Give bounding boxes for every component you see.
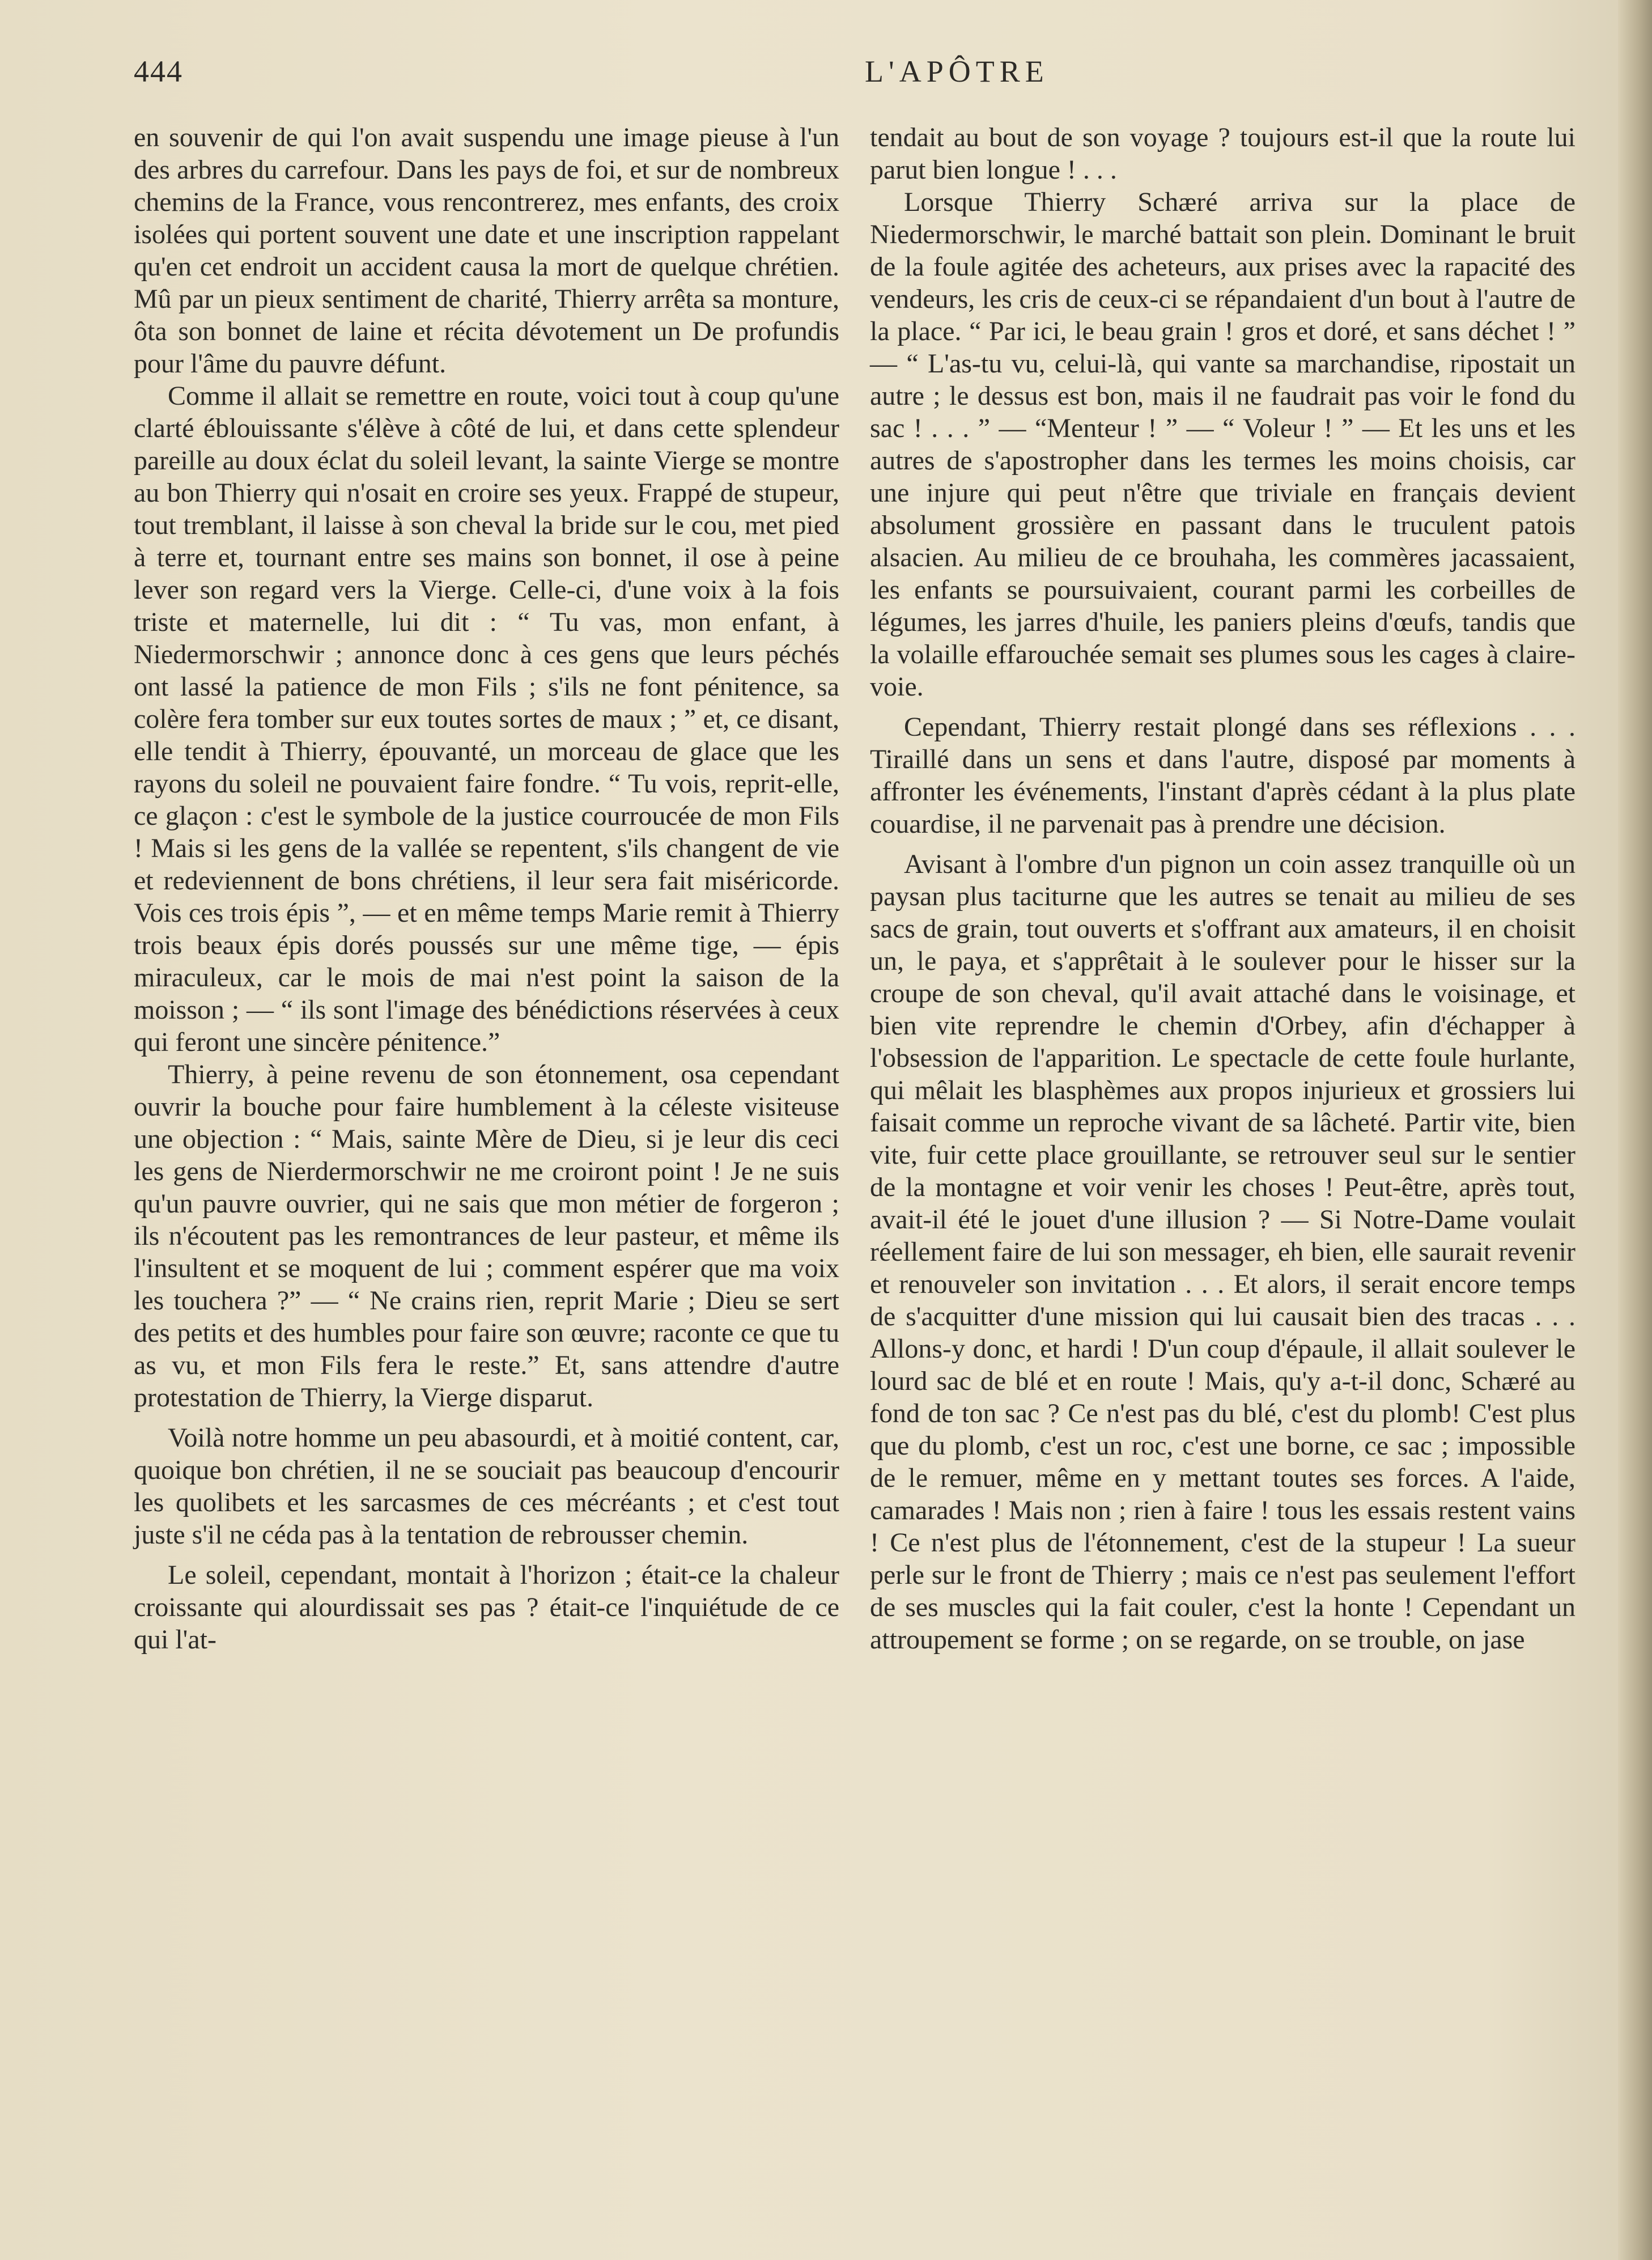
right-column — [870, 121, 1575, 1656]
running-header — [134, 54, 1562, 94]
paragraph: Avisant à l'ombre d'un pignon un coin assez tranquille où un paysan plus taciturne que les autres se tenait au milieu de ses sacs de grain, tout ouverts et s'offrant aux amateurs, il en choisit un, le paya, et s'apprêtait à le soulever pour le hisser sur la croupe de son cheval, qu'il avait attaché dans le voisinage, et bien vite reprendre le chemin d'Orbey, afin d'échapper à l'obsession de l'apparition. Le spectacle de cette foule hurlante, qui mêlait les blasphèmes aux propos injurieux et grossiers lui faisait comme un reproche vivant de sa lâcheté. Partir vite, bien vite, fuir cette place grouillante, se retrouver seul sur le sentier de la montagne et voir venir les choses ! Peut-être, après tout, avait-il été le jouet d'une illusion ? — Si Notre-Dame voulait réellement faire de lui son messager, eh bien, elle saurait revenir et renouveler son invitation . . . Et alors, il serait encore temps de s'acquitter d'une mission qui lui causait bien des tracas . . . Allons-y donc, et hardi ! D'un coup d'épaule, il allait soulever le lourd sac de blé et en route ! Mais, qu'y a-t-il donc, Schæré au fond de ton sac ? Ce n'est pas du blé, c'est du plomb! C'est plus que du plomb, c'est un roc, c'est une borne, ce sac ; impossible de le remuer, même en y mettant toutes ses forces. A l'aide, camarades ! Mais non ; rien à faire ! tous les essais restent vains ! Ce n'est plus de l'étonnement, c'est de la stupeur ! La sueur perle sur le front de Thierry ; mais ce n'est pas seulement l'effort de ses muscles qui la fait couler, c'est la honte ! Cependant un attroupement se forme ; on se regarde, on se trouble, on jase — [870, 849, 1575, 1655]
paragraph: Lorsque Thierry Schæré arriva sur la place de Niedermorschwir, le marché battait son plein. Dominant le bruit de la foule agitée des acheteurs, aux prises avec la rapacité des vendeurs, les cris de ceux-ci se répandaient d'un bout à l'autre de la place. “ Par ici, le beau grain ! gros et doré, et sans déchet ! ” — “ L'as-tu vu, celui-là, qui vante sa marchandise, ripostait un autre ; le dessus est bon, mais il ne faudrait pas voir le fond du sac ! . . . ” — “Menteur ! ” — “ Voleur ! ” — Et les uns et les autres de s'apostropher dans les termes les moins choisis, car une injure qui peut n'être que triviale en français devient absolument grossière en passant dans le truculent patois alsacien. Au milieu de ce brouhaha, les commères jacassaient, les enfants se poursuivaient, courant parmi les corbeilles de légumes, les jarres d'huile, les paniers pleins d'œufs, tandis que la volaille effarouchée semait ses plumes sous les cages à claire-voie. — [870, 187, 1575, 702]
left-column — [134, 121, 839, 1656]
paragraph: Comme il allait se remettre en route, voici tout à coup qu'une clarté éblouissante s'élève à côté de lui, et dans cette splendeur pareille au doux éclat du soleil levant, la sainte Vierge se montre au bon Thierry qui n'osait en croire ses yeux. Frappé de stupeur, tout tremblant, il laisse à son cheval la bride sur le cou, met pied à terre et, tournant entre ses mains son bonnet, il ose à peine lever son regard vers la Vierge. Celle-ci, d'une voix à la fois triste et maternelle, lui dit : “ Tu vas, mon enfant, à Niedermorschwir ; annonce donc à ces gens que leurs péchés ont lassé la patience de mon Fils ; s'ils ne font pénitence, sa colère fera tomber sur eux toutes sortes de maux ; ” et, ce disant, elle tendit à Thierry, épouvanté, un morceau de glace que les rayons du soleil ne pouvaient faire fondre. “ Tu vois, reprit-elle, ce glaçon : c'est le symbole de la justice courroucée de mon Fils ! Mais si les gens de la vallée se repentent, s'ils changent de vie et redeviennent de bons chrétiens, il leur sera fait miséricorde. Vois ces trois épis ”, — et en même temps Marie remit à Thierry trois beaux épis dorés poussés sur une même tige, — épis miraculeux, car le mois de mai n'est point la saison de la moisson ; — “ ils sont l'image des bénédictions réservées à ceux qui feront une sincère pénitence.” — [134, 381, 839, 1057]
page-edge-shadow — [1618, 0, 1652, 2260]
page-number: 444 — [134, 54, 183, 88]
paragraph: en souvenir de qui l'on avait suspendu une image pieuse à l'un des arbres du carrefour. Dans les pays de foi, et sur de nombreux chemins de la France, vous rencontrerez, mes enfants, des croix isolées qui portent souvent une date et une inscription rappelant qu'en cet endroit un accident causa la mort de quelque chrétien. Mû par un pieux sentiment de charité, Thierry arrêta sa monture, ôta son bonnet de laine et récita dévotement un De profundis pour l'âme du pauvre défunt. — [134, 122, 839, 379]
paragraph: Thierry, à peine revenu de son étonnement, osa cependant ouvrir la bouche pour faire humblement à la céleste visiteuse une objection : “ Mais, sainte Mère de Dieu, si je leur dis ceci les gens de Nierdermorschwir ne me croiront point ! Je ne suis qu'un pauvre ouvrier, qui ne sais que mon métier de forgeron ; ils n'écoutent pas les remontrances de leur pasteur, et même ils l'insultent et se moquent de lui ; comment espérer que ma voix les touchera ?” — “ Ne crains rien, reprit Marie ; Dieu se sert des petits et des humbles pour faire son œuvre; raconte ce que tu as vu, et mon Fils fera le reste.” Et, sans attendre d'autre protestation de Thierry, la Vierge disparut. — [134, 1059, 839, 1413]
paragraph: Le soleil, cependant, montait à l'horizon ; était-ce la chaleur croissante qui alourdissait ses pas ? était-ce l'inquiétude de ce qui l'at- — [134, 1560, 839, 1655]
paragraph: Voilà notre homme un peu abasourdi, et à moitié content, car, quoique bon chrétien, il ne se souciait pas beaucoup d'encourir les quolibets et les sarcasmes de ces mécréants ; et c'est tout juste s'il ne céda pas à la tentation de rebrousser chemin. — [134, 1423, 839, 1550]
paragraph: tendait au bout de son voyage ? toujours est-il que la route lui parut bien longue ! . . . — [870, 122, 1575, 185]
paragraph: Cependant, Thierry restait plongé dans ses réflexions . . . Tiraillé dans un sens et dans l'autre, disposé par moments à affronter les événements, l'instant d'après cédant à la plus plate couardise, il ne parvenait pas à prendre une décision. — [870, 712, 1575, 839]
running-title: L'APÔTRE — [865, 54, 1049, 88]
